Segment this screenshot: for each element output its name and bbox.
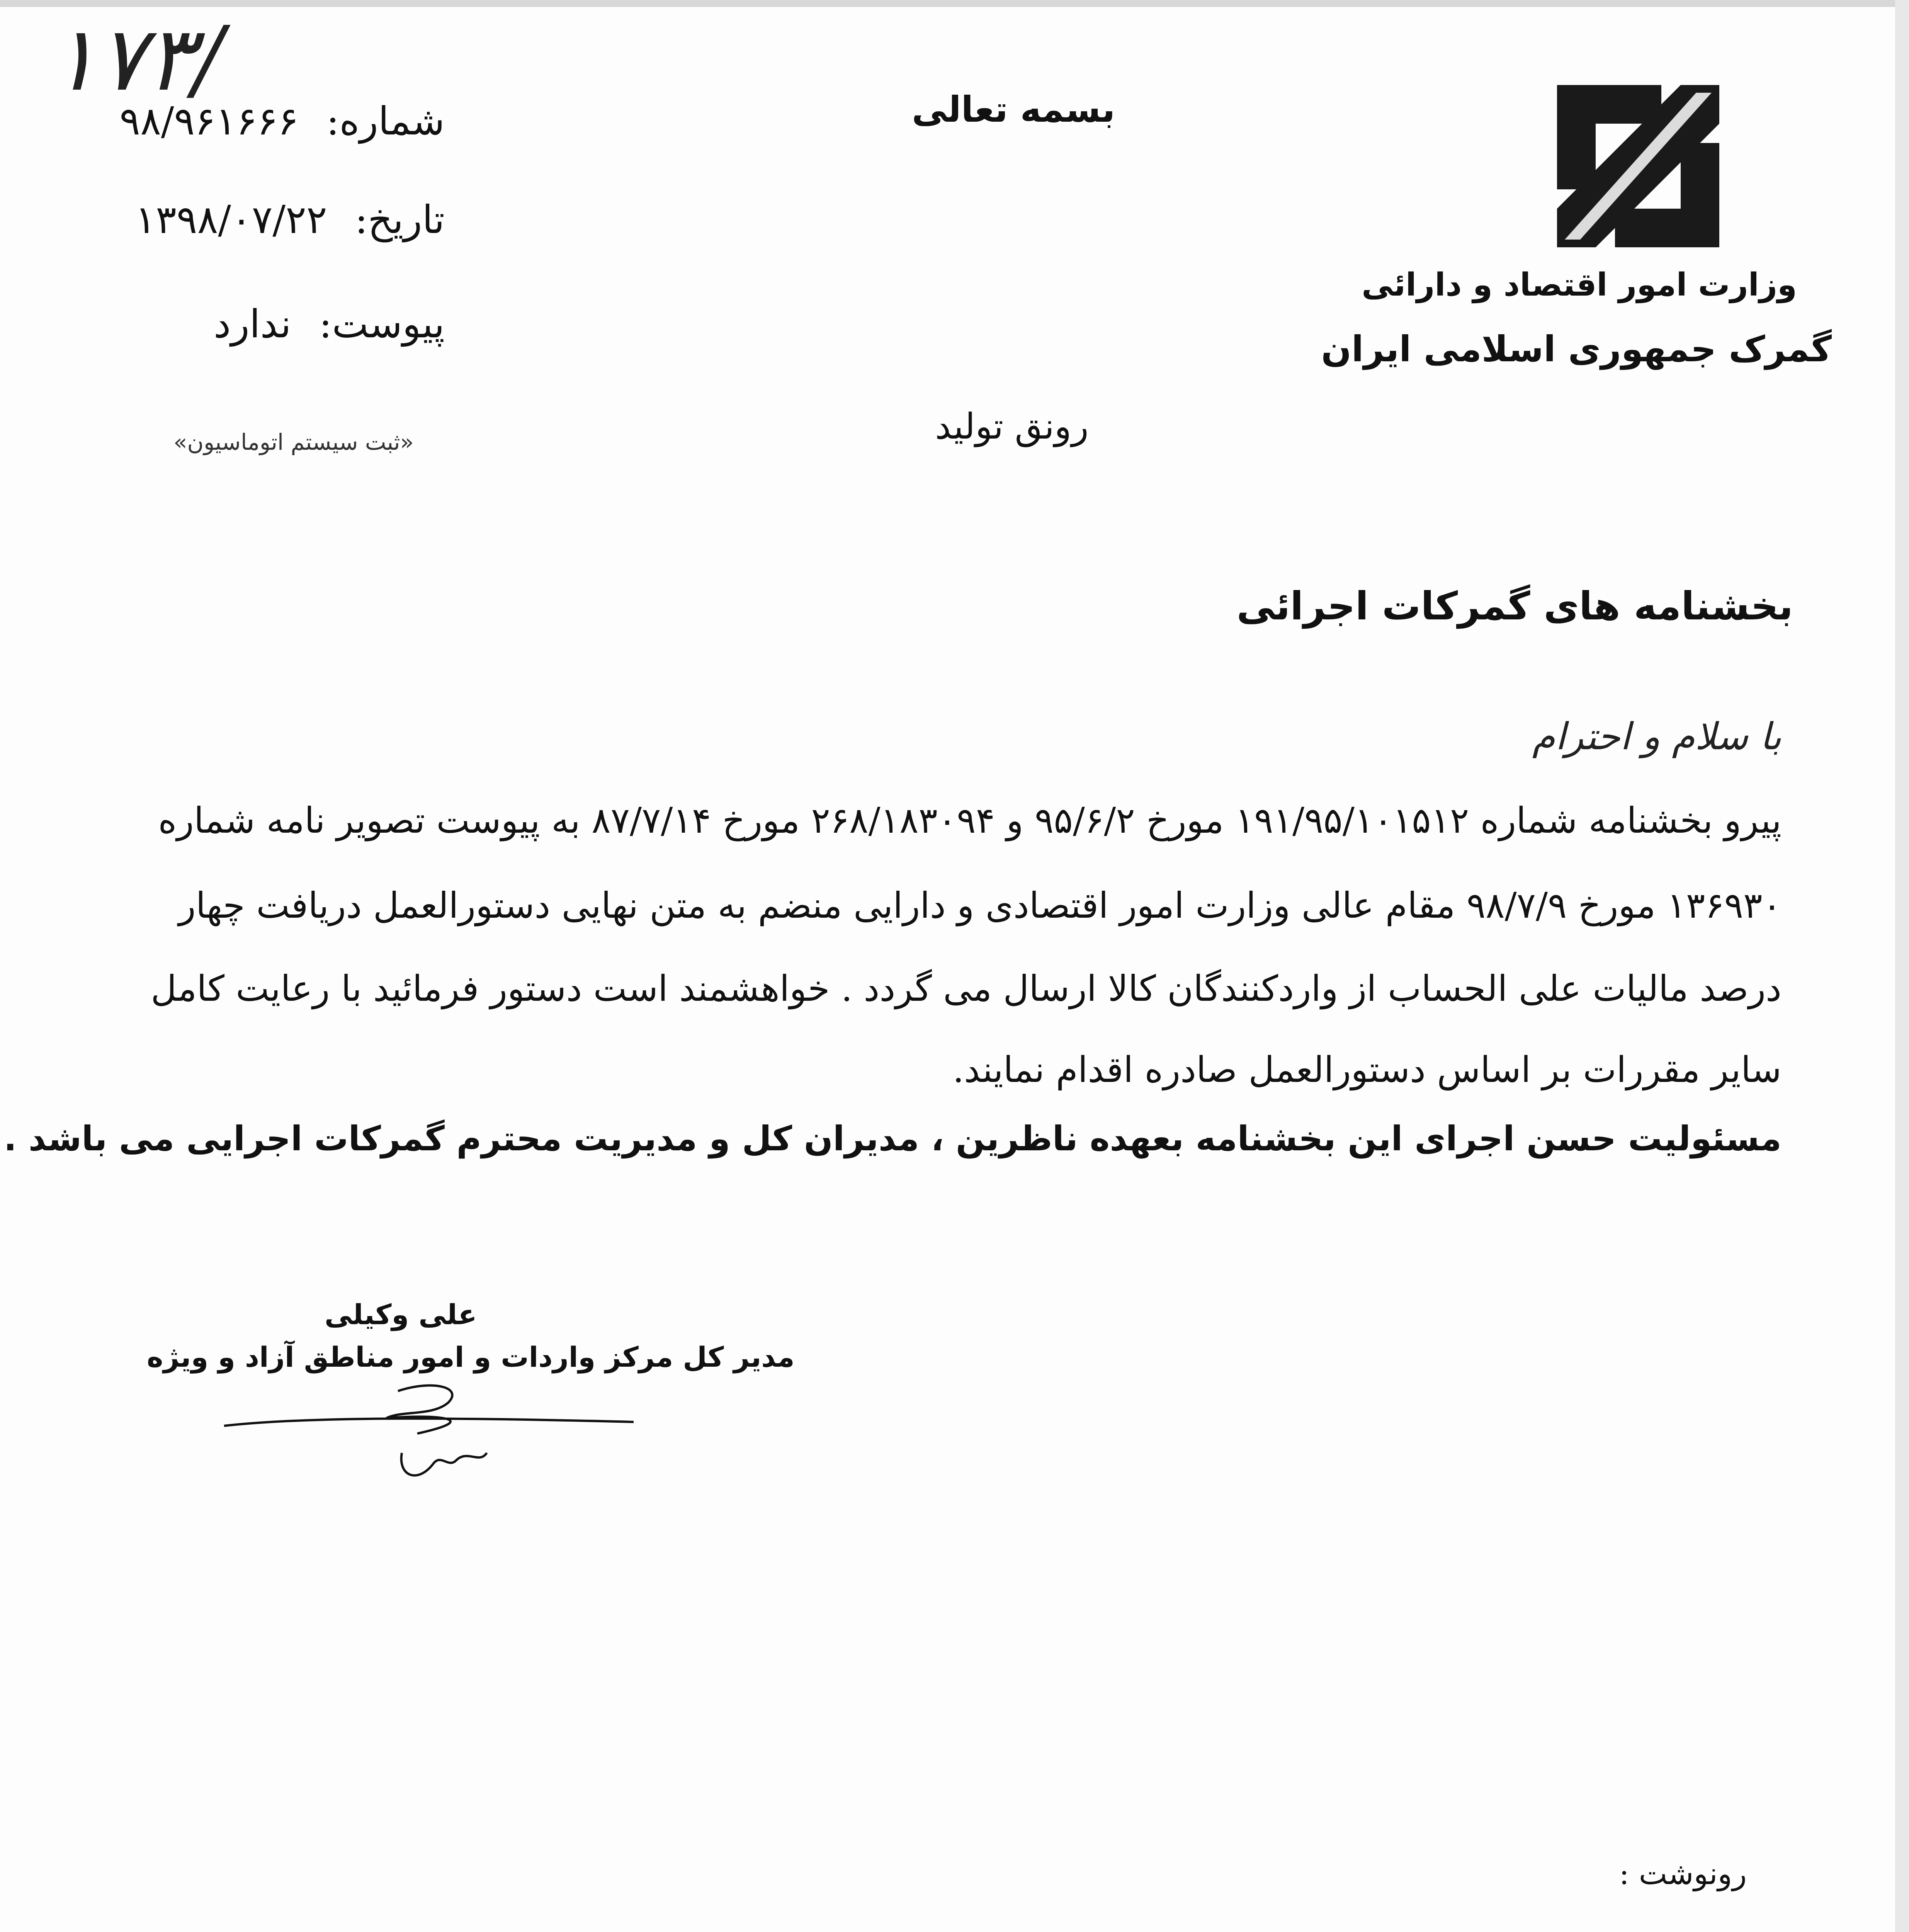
letter-attachment-value: ندارد: [213, 301, 291, 347]
responsibility-note: مسئولیت حسن اجرای این بخشنامه بعهده ناظرین ، مدیران کل و مدیریت محترم گمرکات اجرایی می باشد .: [3, 1119, 1782, 1158]
slogan: رونق تولید: [935, 406, 1089, 447]
automation-note: «ثبت سیستم اتوماسیون»: [173, 429, 414, 455]
salutation: با سلام و احترام: [1532, 715, 1782, 758]
letter-date-value: ۱۳۹۸/۰۷/۲۲: [135, 197, 327, 242]
body-line: درصد مالیات علی الحساب از واردکنندگان کالا ارسال می گردد . خواهشمند است دستور فرمائید با رعایت کامل: [151, 968, 1782, 1009]
scan-edge-right: [1895, 0, 1909, 1932]
body-line: ۱۳۶۹۳۰ مورخ ۹۸/۷/۹ مقام عالی وزارت امور اقتصادی و دارایی منضم به متن نهایی دستورالعمل دریافت چهار: [178, 885, 1782, 926]
body-line: سایر مقررات بر اساس دستورالعمل صادره اقدام نمایند.: [952, 1049, 1782, 1090]
bismillah-heading: بسمه تعالی: [912, 89, 1115, 130]
letter-date-label: تاریخ:: [355, 197, 445, 242]
signatory-role: مدیر کل مرکز واردات و امور مناطق آزاد و ویژه: [147, 1341, 795, 1373]
document-title: بخشنامه های گمرکات اجرائی: [1236, 583, 1793, 629]
scan-edge-top: [0, 0, 1909, 7]
letter-attachment: [214, 301, 445, 347]
letter-number-value: ۹۸/۹۶۱۶۶۶: [119, 99, 299, 144]
customs-logo-icon: [1542, 70, 1735, 263]
body-line: پیرو بخشنامه شماره ۱۹۱/۹۵/۱۰۱۵۱۲ مورخ ۹۵/۶/۲ و ۲۶۸/۱۸۳۰۹۴ مورخ ۸۷/۷/۱۴ به پیوست تصویر نامه شماره: [158, 800, 1782, 841]
signature-mark: [216, 1376, 641, 1499]
letter-number-label: شماره:: [326, 99, 445, 144]
copies-title: رونوشت :: [1619, 1857, 1747, 1891]
handwritten-number: ۱۷۳/: [50, 8, 224, 111]
letter-date: [135, 197, 445, 242]
letter-number: [119, 99, 445, 144]
signatory-name: علی وکیلی: [325, 1298, 477, 1331]
ministry-name: وزارت امور اقتصاد و دارائی: [1362, 267, 1797, 303]
letter-attachment-label: پیوست:: [319, 301, 445, 347]
customs-name: گمرک جمهوری اسلامی ایران: [1321, 328, 1832, 370]
